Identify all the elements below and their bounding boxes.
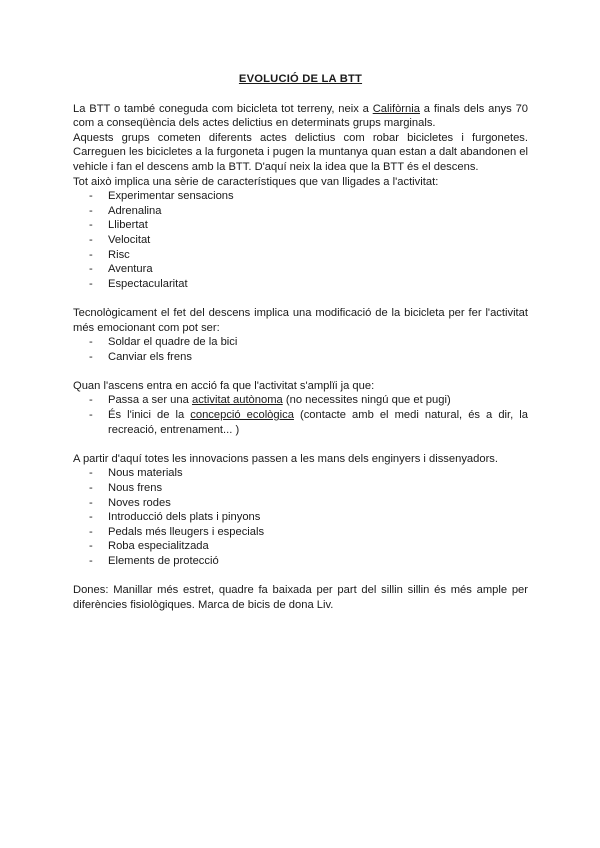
dash: - — [89, 263, 93, 276]
dash: - — [89, 467, 93, 480]
list-item-text: Roba especialitzada — [108, 540, 209, 553]
list-item — [73, 248, 528, 263]
list-item — [73, 204, 528, 219]
dash: - — [89, 409, 93, 422]
list-item — [73, 335, 528, 350]
paragraph-women: Dones: Manillar més estret, quadre fa baixada per part del sillin sillin és més ample per diferències fisiològiques. Marca de bicis de dona Liv. — [73, 584, 528, 611]
list-item-text: Introducció dels plats i pinyons — [108, 511, 261, 524]
dash: - — [89, 233, 93, 246]
spacer — [73, 437, 528, 452]
dash: - — [89, 336, 93, 349]
list-item-text: Pedals més lleugers i especials — [108, 525, 265, 538]
list-item-text: Noves rodes — [108, 496, 171, 509]
list-item-text: Velocitat — [108, 233, 151, 246]
california-link: Califòrnia — [372, 102, 420, 115]
list-item — [73, 525, 528, 540]
list-item-text: Soldar el quadre de la bici — [108, 336, 238, 349]
dash: - — [89, 350, 93, 363]
intro-text: La BTT o també coneguda com bicicleta tot terreny, neix a — [73, 102, 373, 115]
list-item-text: Canviar els frens — [108, 350, 192, 363]
list-item-text: Nous frens — [108, 482, 163, 495]
dash: - — [89, 204, 93, 217]
list-item — [73, 218, 528, 233]
list-item — [73, 262, 528, 277]
characteristics-list — [73, 189, 528, 291]
autonomous-activity-link: activitat autònoma — [191, 394, 283, 407]
list-item-text-end: (contacte amb el medi natural, és a dir, la recreació, entrenament... ) — [108, 409, 528, 436]
dash: - — [89, 525, 93, 538]
list-item — [73, 554, 528, 569]
ecological-concept-link: concepció ecològica — [190, 409, 294, 422]
list-item — [73, 481, 528, 496]
list-item-text: Aventura — [108, 263, 153, 276]
paragraph-groups: Aquests grups cometen diferents actes delictius com robar bicicletes i furgonetes. Carreguen les bicicletes a la furgoneta i pugen la muntanya quan estan a dalt abandonen el vehicle i fan el descens amb la BTT. D'aquí neix la idea que la BTT és el descens. — [73, 131, 528, 173]
paragraph-characteristics: Tot això implica una sèrie de característiques que van lligades a l'activitat: — [73, 175, 439, 188]
list-item-text: És l'inici de la — [108, 409, 191, 422]
intro-paragraph — [73, 102, 528, 131]
list-item — [73, 539, 528, 554]
list-item-text: Risc — [108, 248, 130, 261]
list-item — [73, 189, 528, 204]
list-item-text: Adrenalina — [108, 204, 162, 217]
spacer — [73, 364, 528, 379]
spacer — [73, 291, 528, 306]
list-item — [73, 393, 528, 408]
dash: - — [89, 511, 93, 524]
dash: - — [89, 248, 93, 261]
list-item-text: Experimentar sensacions — [108, 190, 234, 203]
list-item-text: Passa a ser una — [108, 394, 192, 407]
dash: - — [89, 277, 93, 290]
dash: - — [89, 555, 93, 567]
list-item — [73, 277, 528, 292]
dash: - — [89, 540, 93, 553]
list-item-text: Elements de protecció — [108, 555, 219, 567]
list-item — [73, 510, 528, 525]
paragraph-innovations: A partir d'aquí totes les innovacions passen a les mans dels enginyers i dissenyadors. — [73, 452, 499, 465]
list-item-text: Llibertat — [108, 219, 148, 232]
dash: - — [89, 219, 93, 232]
document-title: EVOLUCIÓ DE LA BTT — [238, 73, 363, 85]
paragraph-technology: Tecnològicament el fet del descens implica una modificació de la bicicleta per fer l'activitat més emocionant com pot ser: — [73, 306, 528, 334]
dash: - — [89, 482, 93, 495]
paragraph-ascent: Quan l'ascens entra en acció fa que l'activitat s'amplïi ja que: — [73, 379, 375, 392]
list-item — [73, 408, 528, 437]
dash: - — [89, 190, 93, 203]
list-item-text: Espectacularitat — [108, 277, 188, 290]
list-item — [73, 350, 528, 365]
modifications-list — [73, 335, 528, 364]
list-item-text: Nous materials — [108, 467, 183, 480]
list-item — [73, 466, 528, 481]
list-item — [73, 233, 528, 248]
list-item-text-end: (no necessites ningú que et pugi) — [282, 394, 451, 407]
intro-text-end: a finals dels anys 70 com a conseqüència dels actes delictius en determinats grups marginals. — [73, 102, 529, 130]
innovations-list — [73, 466, 528, 568]
ascent-list — [73, 393, 528, 437]
list-item — [73, 496, 528, 511]
document-page — [73, 72, 528, 612]
dash: - — [89, 496, 93, 509]
dash: - — [89, 394, 93, 407]
spacer — [73, 569, 528, 584]
